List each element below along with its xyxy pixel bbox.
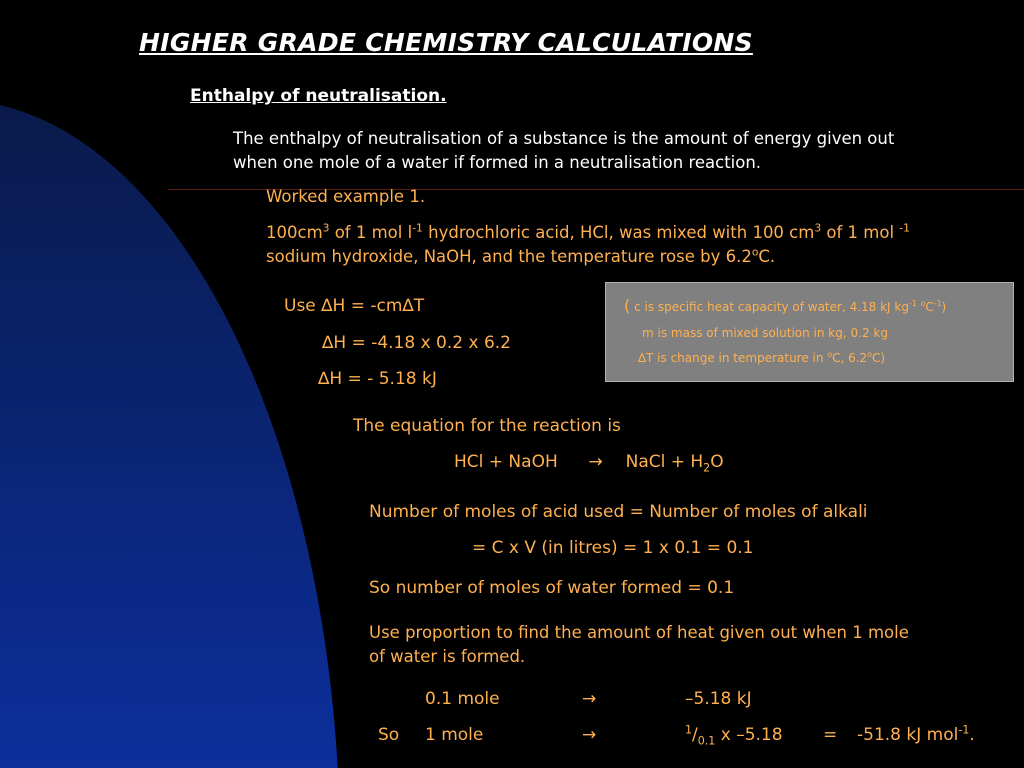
- problem-line-2: sodium hydroxide, NaOH, and the temperature rose by 6.2$^o$C.: [266, 245, 776, 266]
- proportion-instruction-line-1: Use proportion to find the amount of heat given out when 1 mole: [369, 623, 909, 642]
- problem-statement: [266, 221, 910, 269]
- equation-reactants: HCl + NaOH: [454, 452, 558, 472]
- slide-title: HIGHER GRADE CHEMISTRY CALCULATIONS: [139, 28, 753, 57]
- proportion-row-1-amount: 0.1 mole: [425, 689, 500, 709]
- formula-use: Use ∆H = -cm∆T: [284, 296, 425, 316]
- problem-line-1: $100cm^3$ of 1 mol $l^{-1}$ hydrochloric acid, HCl, was mixed with 100 $cm^3$ of 1 mol $^{-1}$: [266, 221, 910, 242]
- moles-line-3: So number of moles of water formed = 0.1: [369, 578, 735, 598]
- formula-step-1: ∆H = -4.18 x 0.2 x 6.2: [322, 333, 512, 353]
- proportion-instruction: [369, 621, 909, 669]
- worked-example-heading: Worked example 1.: [266, 187, 426, 206]
- proportion-row-2-so: So: [378, 725, 400, 745]
- equation-intro: The equation for the reaction is: [353, 416, 621, 436]
- proportion-row-1-value: –5.18 kJ: [685, 689, 752, 709]
- note-line-1: ( c is specific heat capacity of water, 4.18 kJ $kg^{-1}$ $^oC^{-1}$): [624, 296, 947, 315]
- equation-products: NaCl + $H_2O$: [625, 452, 724, 475]
- right-arrow-icon: →: [582, 689, 597, 709]
- chemical-equation: [454, 452, 724, 475]
- proportion-row-2-calculation: $^1/_{0.1}$ x –5.18: [685, 723, 783, 748]
- definition-line-2: when one mole of a water if formed in a neutralisation reaction.: [233, 153, 762, 172]
- proportion-row-2-amount: 1 mole: [425, 725, 484, 745]
- note-line-3: ∆T is change in temperature in $^o$C, 6.2$^o$C): [638, 350, 886, 365]
- note-box: [605, 282, 1014, 382]
- right-arrow-icon: →: [588, 452, 603, 472]
- note-line-2: m is mass of mixed solution in kg, 0.2 kg: [642, 326, 888, 340]
- proportion-row-2-equals: =: [823, 725, 838, 745]
- definition-text: [233, 127, 894, 175]
- formula-step-2: ∆H = - 5.18 kJ: [318, 369, 437, 389]
- moles-line-1: Number of moles of acid used = Number of moles of alkali: [369, 502, 868, 522]
- final-answer: -51.8 kJ mol$^{-1}$.: [857, 723, 975, 745]
- proportion-instruction-line-2: of water is formed.: [369, 647, 526, 666]
- moles-line-2: = C x V (in litres) = 1 x 0.1 = 0.1: [472, 538, 754, 558]
- right-arrow-icon: →: [582, 725, 597, 745]
- section-heading: Enthalpy of neutralisation.: [190, 86, 447, 106]
- definition-line-1: The enthalpy of neutralisation of a substance is the amount of energy given out: [233, 129, 895, 148]
